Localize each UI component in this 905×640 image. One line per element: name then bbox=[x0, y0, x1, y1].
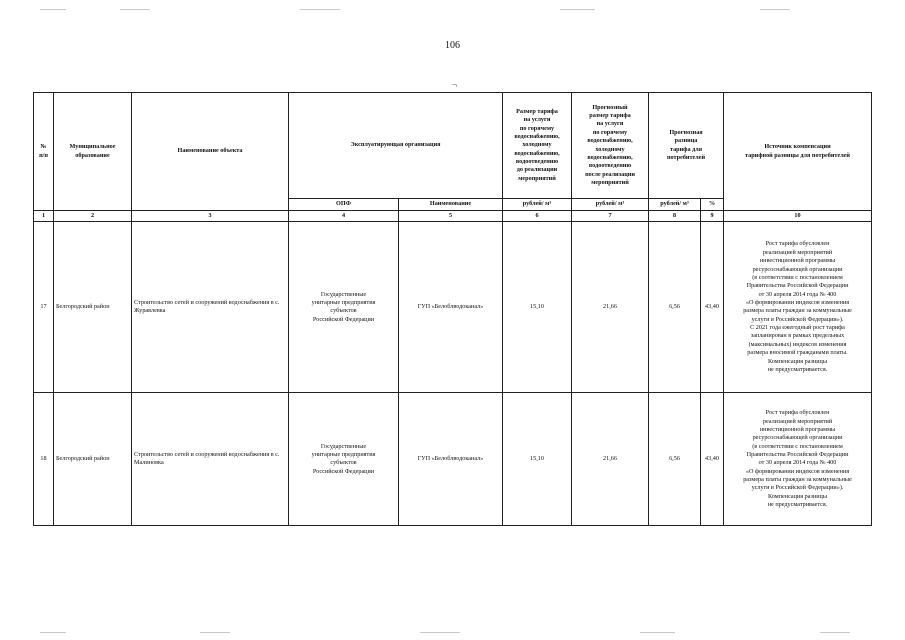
column-number: 10 bbox=[724, 211, 872, 222]
header-unit-8: рублей/ м³ bbox=[649, 199, 701, 211]
row-tariff-after: 21,66 bbox=[572, 393, 649, 526]
column-numbers-row bbox=[34, 211, 872, 222]
table-row bbox=[34, 393, 872, 526]
table-row bbox=[34, 222, 872, 393]
column-number: 6 bbox=[503, 211, 572, 222]
row-source: Рост тарифа обусловлен реализацией мероприятий инвестиционной программы ресурсоснабжающей организации (в соответствии с постановлением Правительства Российской Федерации от 30 апреля 2014 года № 400 «О формировании индексов изменения размера платы граждан за коммунальные услуги в Российской Федерации»). Компенсация разницы не предусматривается. bbox=[724, 393, 872, 526]
row-opf: Государственные унитарные предприятия субъектов Российской Федерации bbox=[289, 222, 399, 393]
tariff-table bbox=[33, 92, 872, 526]
row-org-name: ГУП «Белоблводоканал» bbox=[399, 393, 503, 526]
column-number: 8 bbox=[649, 211, 701, 222]
column-number: 1 bbox=[34, 211, 54, 222]
header-municipality: Муниципальное образование bbox=[54, 93, 132, 211]
row-num: 18 bbox=[34, 393, 54, 526]
header-opf: ОПФ bbox=[289, 199, 399, 211]
row-municipality: Белгородский район bbox=[54, 222, 132, 393]
header-tariff-before: Размер тарифа на услуги по горячему водоснабжению, холодному водоснабжению, водоотведению до реализации мероприятий bbox=[503, 93, 572, 199]
column-number: 7 bbox=[572, 211, 649, 222]
column-number: 4 bbox=[289, 211, 399, 222]
column-number: 5 bbox=[399, 211, 503, 222]
row-diff-rub: 6,56 bbox=[649, 393, 701, 526]
row-num: 17 bbox=[34, 222, 54, 393]
column-number: 9 bbox=[701, 211, 724, 222]
header-unit-6: рублей/ м³ bbox=[503, 199, 572, 211]
scan-mark: ¬ bbox=[452, 80, 458, 90]
header-operating-org: Эксплуатирующая организация bbox=[289, 93, 503, 199]
row-object: Строительство сетей и сооружений водоснабжения в с. Журавлевка bbox=[132, 222, 289, 393]
row-municipality: Белгородский район bbox=[54, 393, 132, 526]
row-tariff-before: 15,10 bbox=[503, 222, 572, 393]
row-source: Рост тарифа обусловлен реализацией мероприятий инвестиционной программы ресурсоснабжающей организации (в соответствии с постановлением Правительства Российской Федерации от 30 апреля 2014 года № 400 «О формировании индексов изменения размера платы граждан за коммунальные услуги в Российской Федерации»). С 2021 года ежегодный рост тарифа запланирован в рамках предельных (максимальных) индексов изменения размера вносимой гражданами платы. Компенсация разницы не предусматривается. bbox=[724, 222, 872, 393]
column-number: 3 bbox=[132, 211, 289, 222]
header-num: № п/п bbox=[34, 93, 54, 211]
header-object: Наименование объекта bbox=[132, 93, 289, 211]
row-tariff-before: 15,10 bbox=[503, 393, 572, 526]
row-org-name: ГУП «Белоблводоканал» bbox=[399, 222, 503, 393]
header-percent: % bbox=[701, 199, 724, 211]
row-tariff-after: 21,66 bbox=[572, 222, 649, 393]
row-diff-pct: 43,40 bbox=[701, 222, 724, 393]
header-org-name: Наименование bbox=[399, 199, 503, 211]
column-number: 2 bbox=[54, 211, 132, 222]
row-object: Строительство сетей и сооружений водоснабжения в с. Малиновка bbox=[132, 393, 289, 526]
page-number: 106 bbox=[445, 40, 460, 51]
header-tariff-after: Прогнозный размер тарифа на услуги по горячему водоснабжению, холодному водоснабжению, водоотведению после реализации мероприятий bbox=[572, 93, 649, 199]
header-unit-7: рублей/ м³ bbox=[572, 199, 649, 211]
header-compensation-source: Источник компенсации тарифной разницы для потребителей bbox=[724, 93, 872, 211]
header-tariff-diff: Прогнозная разница тарифа для потребителей bbox=[649, 93, 724, 199]
row-diff-rub: 6,56 bbox=[649, 222, 701, 393]
row-opf: Государственные унитарные предприятия субъектов Российской Федерации bbox=[289, 393, 399, 526]
row-diff-pct: 43,40 bbox=[701, 393, 724, 526]
